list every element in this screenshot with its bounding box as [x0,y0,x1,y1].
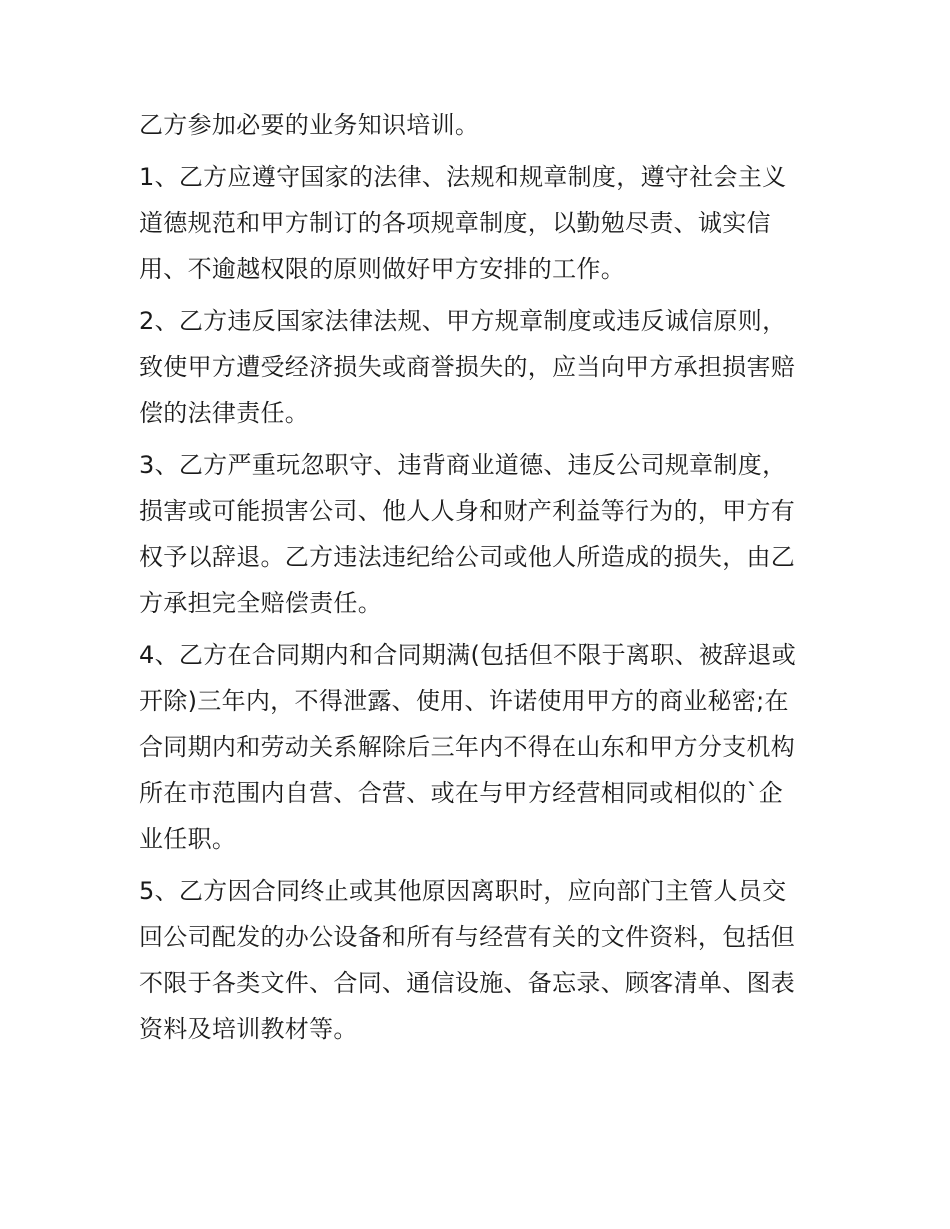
paragraph-line: 3、乙方严重玩忽职守、违背商业道德、违反公司规章制度， [139,451,787,479]
paragraph-line: 4、乙方在合同期内和合同期满(包括但不限于离职、被辞退或 [139,641,797,669]
paragraph-line: 所在市范围内自营、合营、或在与甲方经营相同或相似的`企 [139,779,784,807]
paragraph-line: 偿的法律责任。 [139,399,310,427]
paragraph-line: 合同期内和劳动关系解除后三年内不得在山东和甲方分支机构 [139,733,796,761]
paragraph-line: 权予以辞退。乙方违法违纪给公司或他人所造成的损失，由乙 [139,543,796,571]
paragraph-line: 用、不逾越权限的原则做好甲方安排的工作。 [139,255,625,283]
paragraph-line: 致使甲方遭受经济损失或商誉损失的，应当向甲方承担损害赔 [139,353,796,381]
paragraph-line: 资料及培训教材等。 [139,1015,358,1043]
paragraph-line: 回公司配发的办公设备和所有与经营有关的文件资料，包括但 [139,923,796,951]
paragraph-line: 道德规范和甲方制订的各项规章制度，以勤勉尽责、诚实信 [139,209,771,237]
paragraph-line: 2、乙方违反国家法律法规、甲方规章制度或违反诚信原则， [139,307,787,335]
paragraph-line: 业任职。 [139,825,237,853]
paragraph-line: 乙方参加必要的业务知识培训。 [139,111,480,139]
paragraph-line: 损害或可能损害公司、他人人身和财产利益等行为的，甲方有 [139,497,796,525]
document-body [139,108,819,1046]
paragraph-line: 不限于各类文件、合同、通信设施、备忘录、顾客清单、图表 [139,969,796,997]
paragraph-line: 方承担完全赔偿责任。 [139,589,382,617]
paragraph-line: 1、乙方应遵守国家的法律、法规和规章制度，遵守社会主义 [139,163,787,191]
paragraph-line: 5、乙方因合同终止或其他原因离职时，应向部门主管人员交 [139,877,787,905]
paragraph-line: 开除)三年内，不得泄露、使用、许诺使用甲方的商业秘密;在 [139,687,789,715]
